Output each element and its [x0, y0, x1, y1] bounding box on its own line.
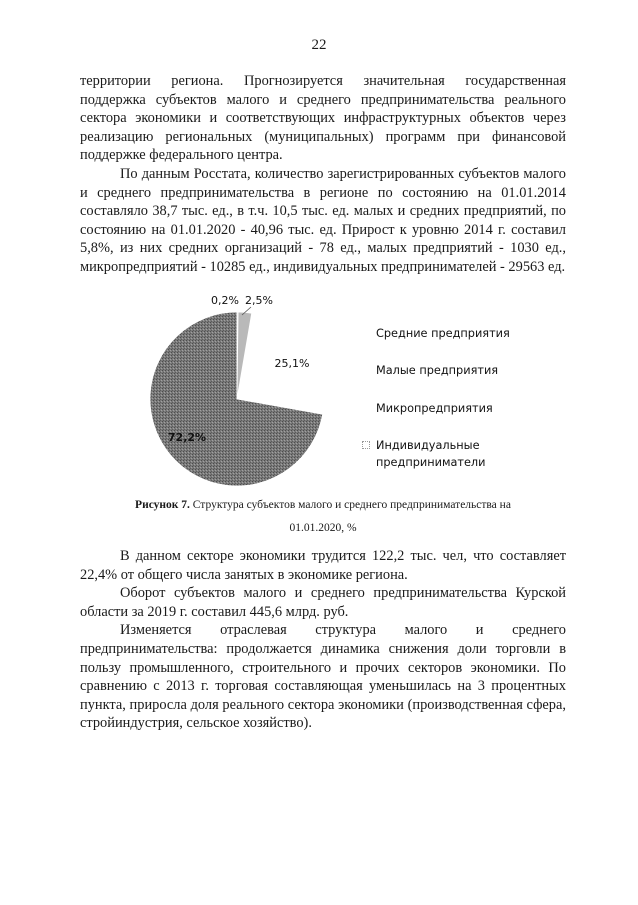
legend-marker	[362, 441, 370, 449]
data-label-medium: 0,2%	[211, 294, 239, 307]
paragraph: Оборот субъектов малого и среднего предпринимательства Курской области за 2019 г. составил 445,6 млрд. руб.	[80, 585, 566, 620]
legend-label: предприниматели	[376, 456, 486, 469]
data-label-small: 2,5%	[245, 294, 273, 307]
pie-slices	[150, 312, 324, 486]
figure-caption	[80, 494, 566, 540]
legend-label: Индивидуальные	[376, 439, 480, 452]
paragraph: территории региона. Прогнозируется значительная государственная поддержка субъектов малого и среднего предпринимательства реального сектора экономики и соответствующих инфраструктурных объектов через реализацию региональных (муниципальных) программ при финансовой поддержке федерального центра.	[80, 73, 566, 164]
text-block-bottom	[80, 547, 566, 733]
text-block-top	[80, 72, 566, 277]
data-label-micro: 25,1%	[274, 357, 310, 370]
legend-label: Средние предприятия	[376, 327, 510, 340]
caption-label: Рисунок 7.	[135, 499, 190, 511]
page-number: 22	[311, 37, 327, 53]
caption-text: Структура субъектов малого и среднего предпринимательства на	[192, 499, 511, 511]
caption-line2: 01.01.2020, %	[289, 522, 357, 534]
paragraph: В данном секторе экономики трудится 122,2 тыс. чел, что составляет 22,4% от общего числа занятых в экономике региона.	[80, 548, 566, 583]
paragraph: По данным Росстата, количество зарегистрированных субъектов малого и среднего предпринимательства в регионе по состоянию на 01.01.2014 составляло 38,7 тыс. ед., в т.ч. 10,5 тыс. ед. малых и средних предприятий, по состоянию на 01.01.2020 - 40,96 тыс. ед. Прирост к уровню 2014 г. составил 5,8%, из них средних организаций - 78 ед., малых предприятий - 1030 ед., микропредприятий - 10285 ед., индивидуальных предпринимателей - 29563 ед.	[80, 165, 566, 275]
pie-chart	[150, 292, 350, 492]
legend-label: Малые предприятия	[376, 364, 499, 377]
data-label-individual: 72,2%	[167, 431, 207, 444]
paragraph: Изменяется отраслевая структура малого и среднего предпринимательства: продолжается динамика снижения доли торговли в пользу промышленного, строительного и прочих секторов экономики. По сравнению с 2013 г. торговая составляющая уменьшилась на 3 процентных пункта, приросла доля реального сектора экономики (производственная сфера, стройиндустрия, сельское хозяйство).	[80, 622, 566, 732]
legend-label: Микропредприятия	[376, 402, 493, 415]
